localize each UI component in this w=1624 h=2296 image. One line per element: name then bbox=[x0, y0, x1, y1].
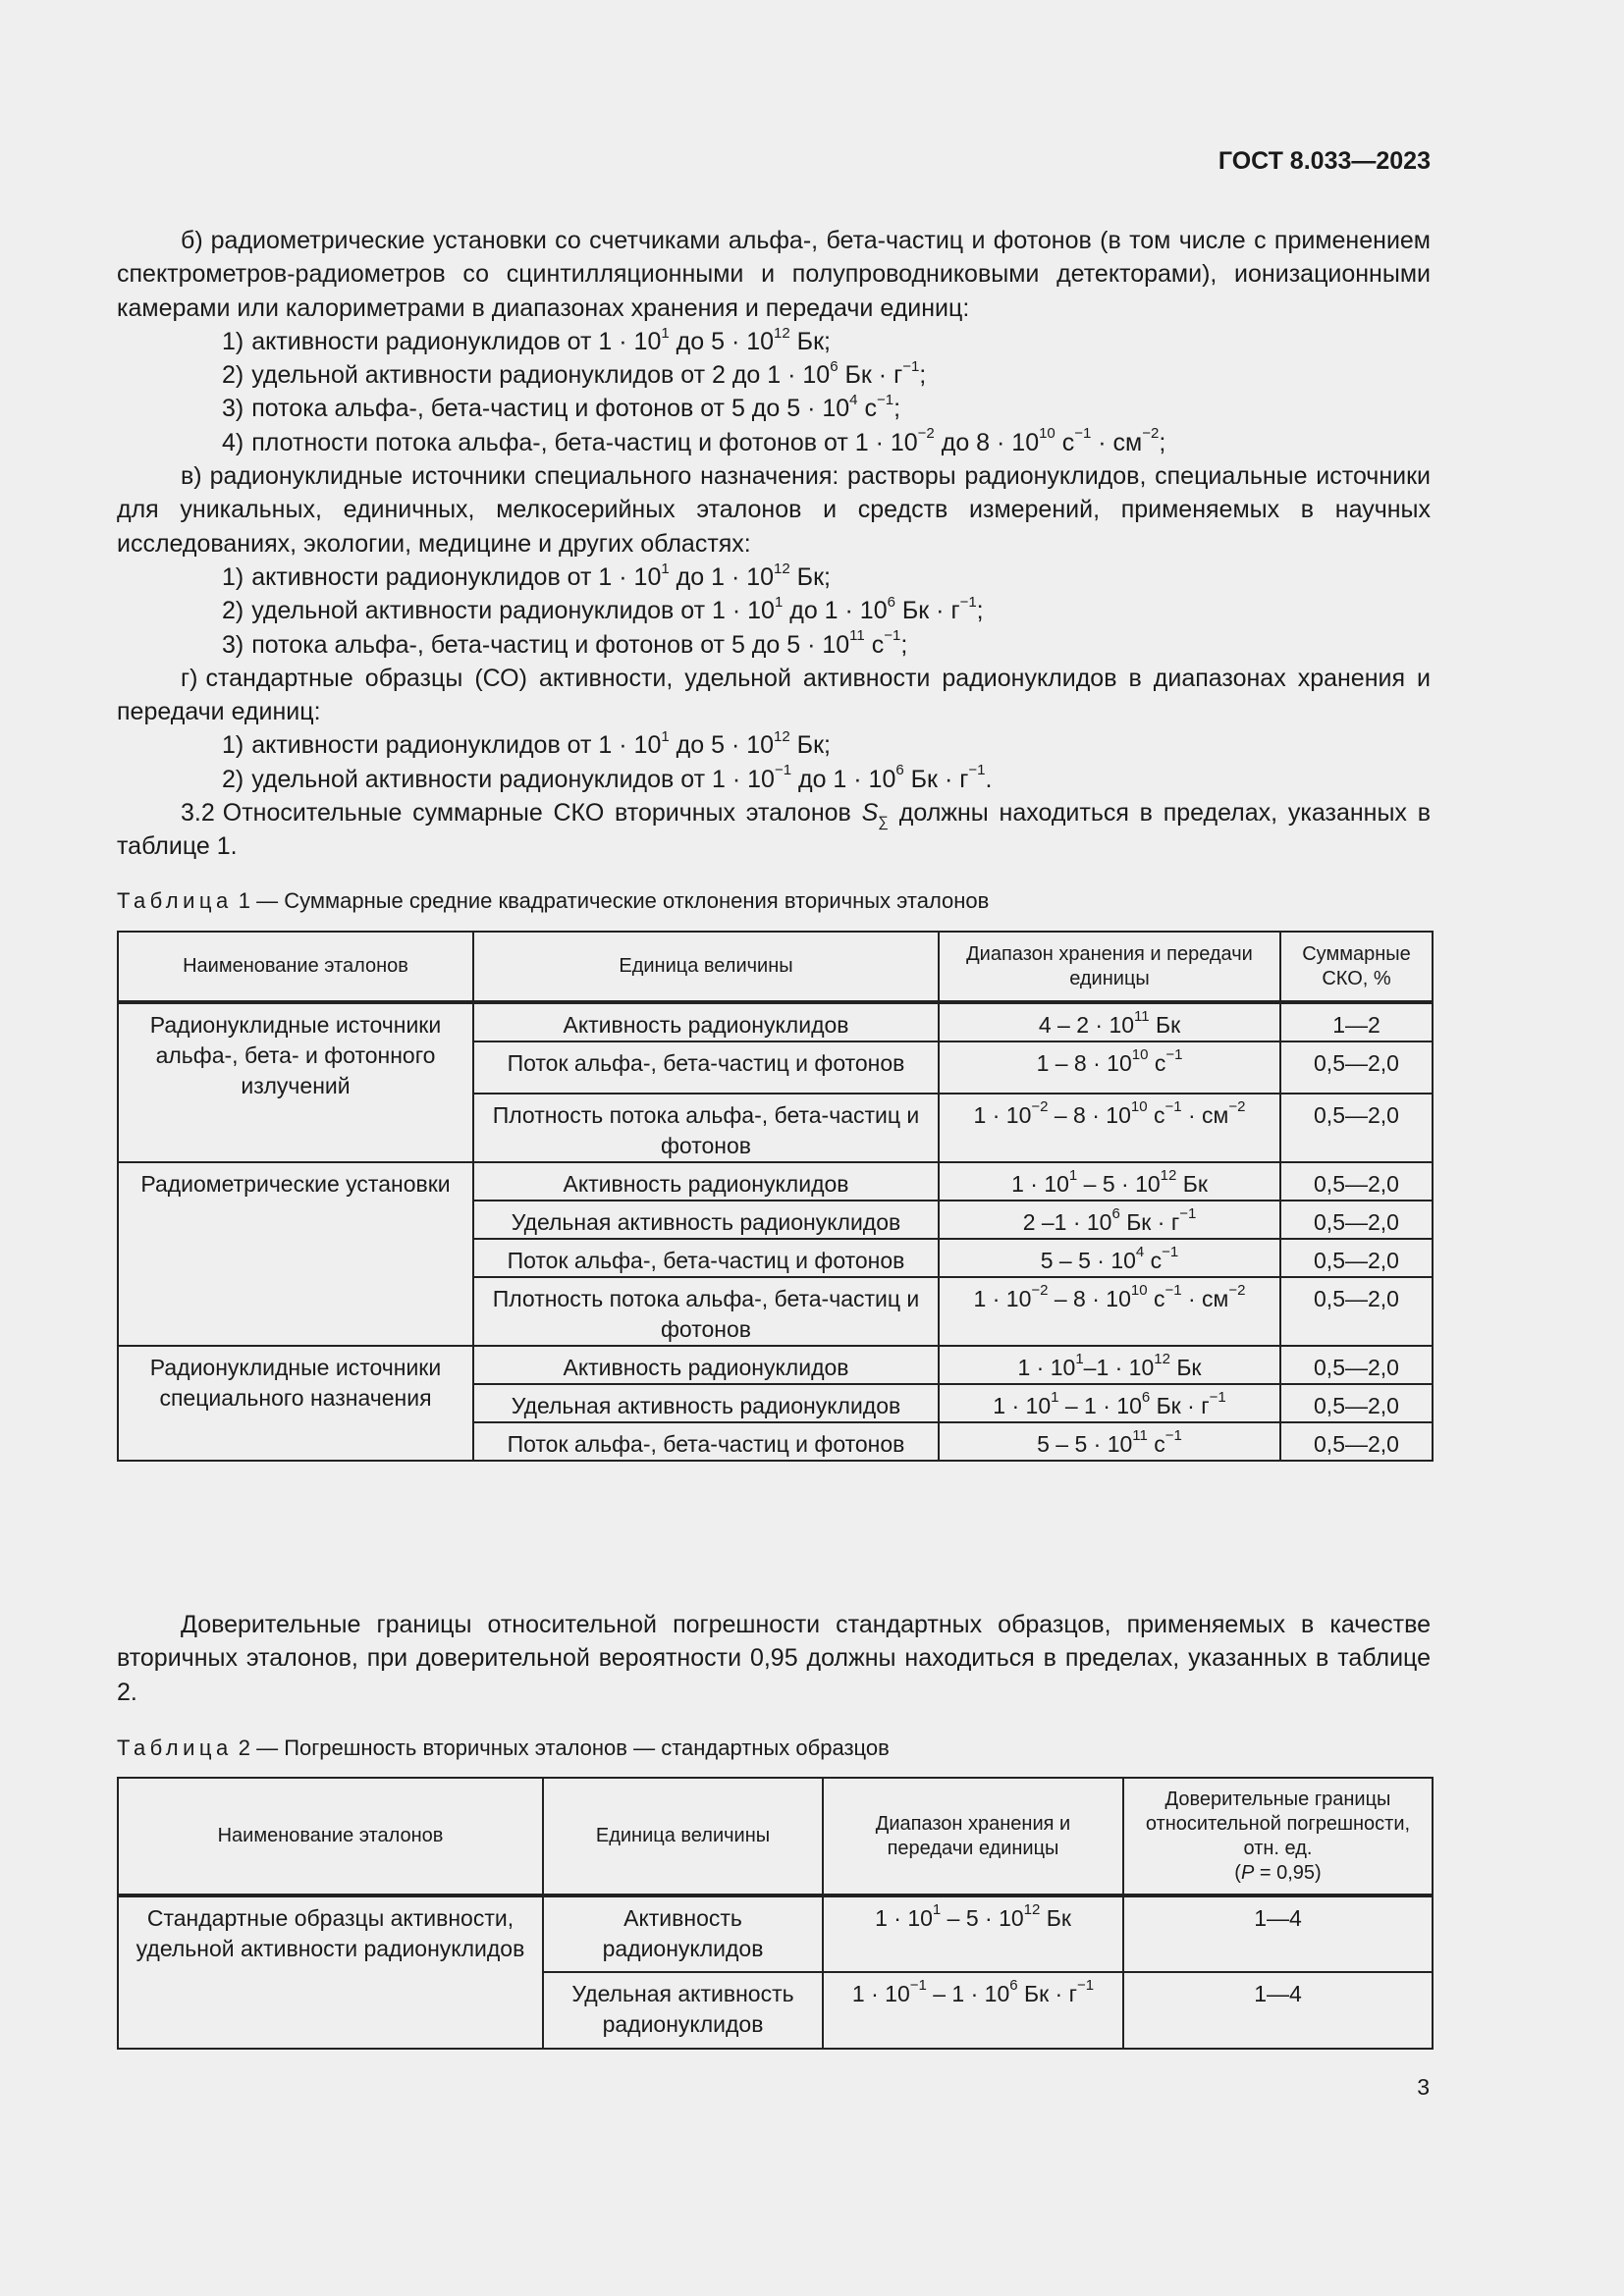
table1-header-unit: Единица величины bbox=[473, 932, 939, 1002]
bound-cell: 1—4 bbox=[1123, 1896, 1433, 1972]
section-v-list bbox=[117, 561, 1431, 662]
range-cell: $5 - 5 \cdot 10^4$ $с^{-1}$ bbox=[939, 1239, 1280, 1277]
unit-cell: Удельная активность радионуклидов bbox=[473, 1384, 939, 1422]
unit-cell: Плотность потока альфа-, бета-частиц и фотонов bbox=[473, 1277, 939, 1346]
range-cell: $1 \cdot 10^1 - 5 \cdot 10^{12}$ Бк bbox=[939, 1162, 1280, 1201]
list-item: 1) активности радионуклидов от $1 \cdot 10^1$ до $5 \cdot 10^{12}$ Бк; bbox=[222, 728, 831, 760]
range-cell: $1 \cdot 10^{-1} - 1 \cdot 10^6$ Бк · $г^{-1}$ bbox=[823, 1972, 1123, 2049]
section-g-list bbox=[117, 728, 1431, 796]
sko-cell: 0,5—2,0 bbox=[1280, 1041, 1433, 1094]
range-cell: $4 - 2 \cdot 10^{11}$ Бк bbox=[939, 1002, 1280, 1041]
list-item: 2) удельной активности радионуклидов от $1 \cdot 10^1$ до $1 \cdot 10^6$ Бк · $г^{-1}$; bbox=[222, 593, 984, 625]
range-cell: 2 $-1 \cdot 10^6$ Бк · $г^{-1}$ bbox=[939, 1201, 1280, 1239]
table2-header-unit: Единица величины bbox=[543, 1778, 823, 1896]
sko-cell: 0,5—2,0 bbox=[1280, 1346, 1433, 1384]
document-header: ГОСТ 8.033—2023 bbox=[1218, 147, 1431, 175]
list-item: 1) активности радионуклидов от $1 \cdot 10^1$ до $1 \cdot 10^{12}$ Бк; bbox=[222, 560, 831, 591]
unit-cell: Поток альфа-, бета-частиц и фотонов bbox=[473, 1422, 939, 1461]
list-item: 3) потока альфа-, бета-частиц и фотонов от 5 до $5 \cdot 10^{11}$ $с^{-1}$; bbox=[222, 627, 908, 659]
range-cell: $1 \cdot 10^{-2} - 8 \cdot 10^{10}$ $с^{-1} \cdot см^{-2}$ bbox=[939, 1094, 1280, 1162]
section-g-paragraph: г) стандартные образцы (СО) активности, удельной активности радионуклидов в диапазонах хранения и передачи единиц: bbox=[117, 664, 1431, 726]
range-cell: $1 \cdot 10^1-1 \cdot 10^{12}$ Бк bbox=[939, 1346, 1280, 1384]
list-item: 2) удельной активности радионуклидов от $1 \cdot 10^{-1}$ до $1 \cdot 10^6$ Бк · $г^{-1}$. bbox=[222, 762, 993, 793]
section-b-paragraph: б) радиометрические установки со счетчиками альфа-, бета-частиц и фотонов (в том числе с применением спектрометров-радиометров со сцинтилляционными и полупроводниковыми детекторами), ионизационными камерами или калориметрами в диапазонах хранения и передачи единиц: bbox=[117, 227, 1431, 322]
table2-caption: Таблица 2 — Погрешность вторичных эталонов — стандартных образцов bbox=[117, 1735, 890, 1760]
list-item: 3) потока альфа-, бета-частиц и фотонов от 5 до $5 \cdot 10^4$ $с^{-1}$; bbox=[222, 392, 901, 423]
sko-cell: 0,5—2,0 bbox=[1280, 1384, 1433, 1422]
unit-cell: Плотность потока альфа-, бета-частиц и фотонов bbox=[473, 1094, 939, 1162]
table1-header-name: Наименование эталонов bbox=[118, 932, 473, 1002]
range-cell: $1 \cdot 10^1 - 1 \cdot 10^6$ Бк · $г^{-1}$ bbox=[939, 1384, 1280, 1422]
sko-cell: 0,5—2,0 bbox=[1280, 1277, 1433, 1346]
table2 bbox=[117, 1777, 1434, 2050]
unit-cell: Активность радионуклидов bbox=[473, 1346, 939, 1384]
sko-cell: 0,5—2,0 bbox=[1280, 1094, 1433, 1162]
range-cell: $1 \cdot 10^{-2} - 8 \cdot 10^{10}$ $с^{-1} \cdot см^{-2}$ bbox=[939, 1277, 1280, 1346]
range-cell: $1 - 8 \cdot 10^{10}$ $с^{-1}$ bbox=[939, 1041, 1280, 1094]
section-v-paragraph: в) радионуклидные источники специального назначения: растворы радионуклидов, специальные источники для уникальных, единичных, мелкосерийных эталонов и средств измерений, применяемых в научных исследованиях, экологии, медицине и других областях: bbox=[117, 462, 1431, 558]
sko-cell: 1—2 bbox=[1280, 1002, 1433, 1041]
list-item: 4) плотности потока альфа-, бета-частиц и фотонов от $1 \cdot 10^{-2}$ до $8 \cdot 10^{10}$ $с^{-1} \cdot см^{-2}$; bbox=[222, 425, 1166, 456]
sko-cell: 0,5—2,0 bbox=[1280, 1422, 1433, 1461]
table-row bbox=[118, 1896, 1433, 1972]
unit-cell: Удельная активность радионуклидов bbox=[543, 1972, 823, 2049]
bound-cell: 1—4 bbox=[1123, 1972, 1433, 2049]
sko-cell: 0,5—2,0 bbox=[1280, 1239, 1433, 1277]
paragraph-after-table1: Доверительные границы относительной погрешности стандартных образцов, применяемых в качестве вторичных эталонов, при доверительной вероятности 0,95 должны находиться в пределах, указанных в таблице 2. bbox=[117, 1611, 1431, 1706]
table1-caption: Таблица 1 — Суммарные средние квадратические отклонения вторичных эталонов bbox=[117, 888, 990, 913]
unit-cell: Активность радионуклидов bbox=[473, 1002, 939, 1041]
table-row bbox=[118, 1162, 1433, 1201]
group-name-cell: Стандартные образцы активности, удельной активности радионуклидов bbox=[118, 1896, 543, 2049]
table2-header-bound: Доверительные границы относительной погрешности, отн. ед. (P = 0,95) bbox=[1123, 1778, 1433, 1896]
table-row bbox=[118, 1346, 1433, 1384]
list-item: 2) удельной активности радионуклидов от 2 до $1 \cdot 10^6$ Бк · $г^{-1}$; bbox=[222, 357, 927, 390]
unit-cell: Активность радионуклидов bbox=[543, 1896, 823, 1972]
sko-cell: 0,5—2,0 bbox=[1280, 1201, 1433, 1239]
list-item: 1) активности радионуклидов от $1 \cdot 10^1$ до $5 \cdot 10^{12}$ Бк; bbox=[222, 324, 831, 355]
body-text bbox=[117, 224, 1431, 864]
section-b-list bbox=[117, 325, 1431, 459]
unit-cell: Поток альфа-, бета-частиц и фотонов bbox=[473, 1239, 939, 1277]
section-3-2-paragraph: 3.2 Относительные суммарные СКО вторичных эталонов $S_\sum$ должны находиться в пределах, указанных в таблице 1. bbox=[117, 799, 1431, 861]
group-name-cell: Радиометрические установки bbox=[118, 1162, 473, 1346]
range-cell: $5 - 5 \cdot 10^{11}$ $с^{-1}$ bbox=[939, 1422, 1280, 1461]
table-row bbox=[118, 1002, 1433, 1041]
range-cell: $1 \cdot 10^1 - 5 \cdot 10^{12}$ Бк bbox=[823, 1896, 1123, 1972]
unit-cell: Поток альфа-, бета-частиц и фотонов bbox=[473, 1041, 939, 1094]
group-name-cell: Радионуклидные источники альфа-, бета- и фотонного излучений bbox=[118, 1002, 473, 1162]
table1 bbox=[117, 931, 1434, 1462]
table1-header-sko: Суммарные СКО, % bbox=[1280, 932, 1433, 1002]
unit-cell: Активность радионуклидов bbox=[473, 1162, 939, 1201]
page-number: 3 bbox=[1417, 2074, 1430, 2100]
table1-header-range: Диапазон хранения и передачи единицы bbox=[939, 932, 1280, 1002]
table2-header-name: Наименование эталонов bbox=[118, 1778, 543, 1896]
group-name-cell: Радионуклидные источники специального назначения bbox=[118, 1346, 473, 1461]
table2-header-range: Диапазон хранения и передачи единицы bbox=[823, 1778, 1123, 1896]
sko-cell: 0,5—2,0 bbox=[1280, 1162, 1433, 1201]
unit-cell: Удельная активность радионуклидов bbox=[473, 1201, 939, 1239]
